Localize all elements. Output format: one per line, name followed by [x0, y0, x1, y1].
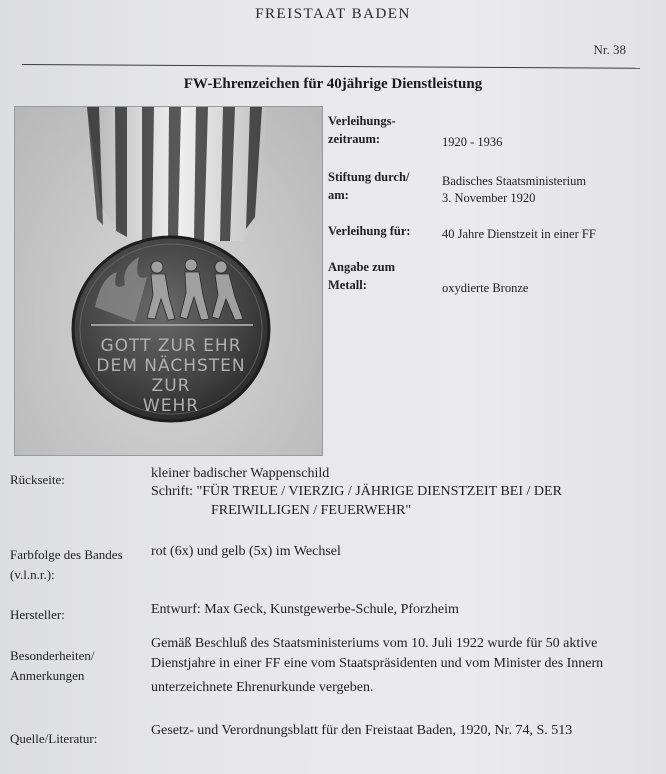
- detail-value: Gesetz- und Verordnungsblatt für den Freistaat Baden, 1920, Nr. 74, S. 513: [151, 723, 573, 738]
- spec-label-line: Verleihungs-: [328, 114, 396, 128]
- detail-label: Hersteller:: [10, 607, 65, 622]
- item-title: FW-Ehrenzeichen für 40jährige Dienstleistung: [183, 76, 483, 92]
- detail-label: Besonderheiten/: [10, 648, 95, 663]
- spec-value: Badisches Staatsministerium: [442, 174, 587, 188]
- detail-value: Entwurf: Max Geck, Kunstgewerbe-Schule, Pforzheim: [151, 602, 459, 617]
- medal-text-line-3: ZUR: [151, 376, 191, 396]
- spec-value: 40 Jahre Dienstzeit in einer FF: [442, 227, 596, 241]
- spec-label-line: Stiftung durch/: [328, 170, 410, 184]
- detail-value-line: kleiner badischer Wappenschild: [151, 466, 330, 481]
- medal-text-line-1: GOTT ZUR EHR: [100, 336, 242, 356]
- item-number: Nr. 38: [593, 42, 626, 57]
- ribbon: [87, 107, 267, 241]
- spec-value: 3. November 1920: [442, 191, 536, 205]
- detail-label: (v.l.n.r.):: [10, 567, 55, 582]
- spec-label-line: zeitraum:: [328, 132, 381, 146]
- detail-value: rot (6x) und gelb (5x) im Wechsel: [151, 544, 341, 559]
- medal-text-line-2: DEM NÄCHSTEN: [96, 356, 246, 376]
- detail-value-line: Gemäß Beschluß des Staatsministeriums vom 10. Juli 1922 wurde für 50 aktive: [151, 636, 598, 651]
- detail-label: Rückseite:: [10, 472, 65, 487]
- spec-label-line: Metall:: [328, 278, 367, 292]
- spec-value: oxydierte Bronze: [442, 281, 529, 295]
- detail-value-line: unterzeichnete Ehrenurkunde vergeben.: [151, 680, 374, 695]
- detail-label: Anmerkungen: [10, 668, 85, 683]
- spec-value: 1920 - 1936: [442, 135, 503, 149]
- spec-label-line: Angabe zum: [328, 260, 396, 274]
- medal-text-line-4: WEHR: [142, 396, 200, 416]
- detail-value-line: Schrift: "FÜR TREUE / VIERZIG / JÄHRIGE DIENSTZEIT BEI / DER: [151, 484, 562, 499]
- detail-label: Farbfolge des Bandes: [10, 547, 123, 562]
- detail-value-line: FREIWILLIGEN / FEUERWEHR": [211, 503, 412, 518]
- spec-label-line: Verleihung für:: [328, 224, 411, 238]
- medal-illustration: [15, 107, 322, 455]
- medal-photo: [14, 106, 323, 456]
- header-divider: [22, 64, 640, 69]
- page-header: FREISTAAT BADEN: [255, 6, 411, 22]
- detail-value-line: Dienstjahre in einer FF eine vom Staatspräsidenten und vom Minister des Innern: [151, 656, 604, 671]
- spec-label-line: am:: [328, 188, 349, 202]
- medal-disc: [73, 237, 269, 421]
- detail-label: Quelle/Literatur:: [10, 731, 98, 746]
